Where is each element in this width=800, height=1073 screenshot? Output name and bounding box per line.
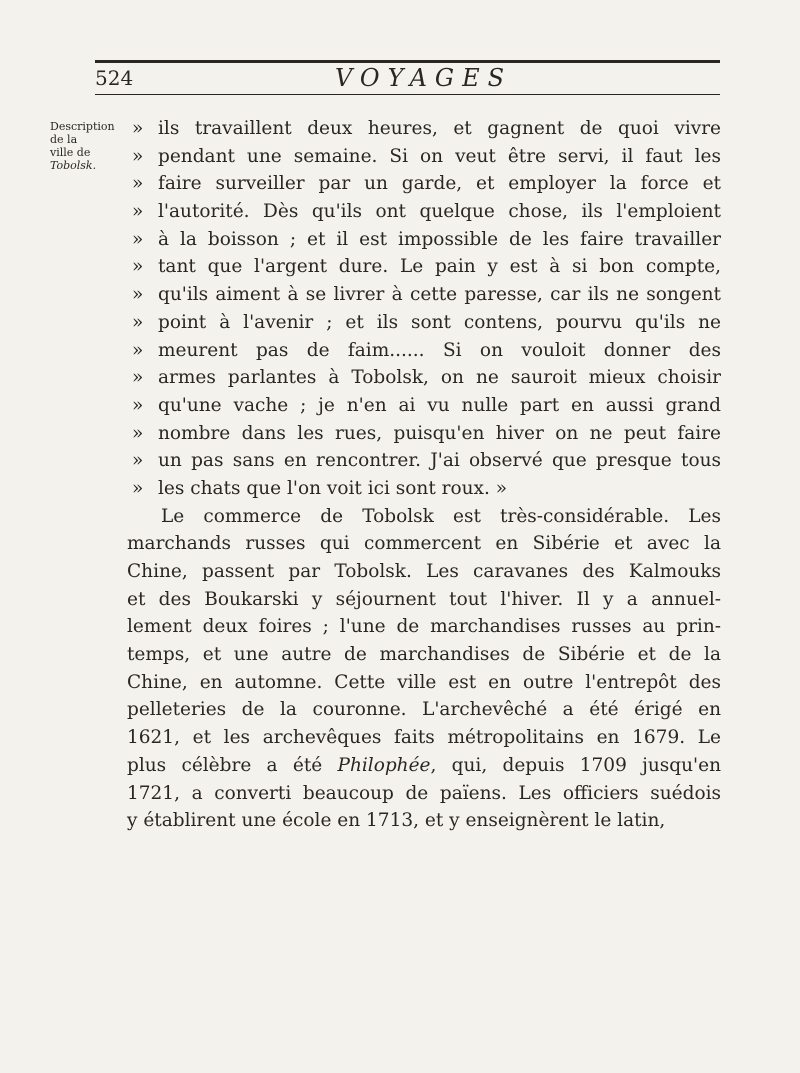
page-header bbox=[95, 60, 720, 98]
quoted-line: » les chats que l'on voit ici sont roux. » bbox=[127, 475, 721, 503]
paragraph-line: lement deux foires ; l'une de marchandises russes au prin- bbox=[127, 616, 721, 638]
paragraph-line: 1721, a converti beaucoup de païens. Les officiers suédois bbox=[127, 782, 721, 804]
paragraph-line: pelleteries de la couronne. L'archevêché a été érigé en bbox=[127, 699, 721, 721]
italic-name: Philophée bbox=[337, 754, 431, 776]
body-text bbox=[127, 115, 721, 835]
quoted-line: » l'autorité. Dès qu'ils ont quelque chose, ils l'emploient bbox=[127, 198, 721, 226]
paragraph-line: marchands russes qui commercent en Sibérie et avec la bbox=[127, 533, 721, 555]
quoted-line: » pendant une semaine. Si on veut être servi, il faut les bbox=[127, 143, 721, 171]
quoted-line: » ils travaillent deux heures, et gagnent de quoi vivre bbox=[127, 115, 721, 143]
quoted-line: » point à l'avenir ; et ils sont contens, pourvu qu'ils ne bbox=[127, 309, 721, 337]
margin-note-line-1: Description de la bbox=[50, 120, 115, 146]
paragraph-line: Chine, passent par Tobolsk. Les caravanes des Kalmouks bbox=[127, 561, 721, 582]
paragraph-line: temps, et une autre de marchandises de Sibérie et de la bbox=[127, 644, 721, 666]
paragraph-line: Chine, en automne. Cette ville est en outre l'entrepôt des bbox=[127, 671, 721, 693]
paragraph-line: plus célèbre a été Philophée, qui, depuis 1709 jusqu'en bbox=[127, 754, 721, 776]
paragraph-line: 1621, et les archevêques faits métropolitains en 1679. Le bbox=[127, 727, 721, 749]
header-rule-top bbox=[95, 60, 720, 63]
quoted-line: » qu'une vache ; je n'en ai vu nulle part en aussi grand bbox=[127, 392, 721, 420]
quoted-line: » armes parlantes à Tobolsk, on ne sauroit mieux choisir bbox=[127, 364, 721, 392]
margin-note bbox=[50, 120, 122, 172]
quoted-line: » meurent pas de faim...... Si on vouloit donner des bbox=[127, 337, 721, 365]
margin-note-line-2: ville de Tobolsk. bbox=[50, 146, 97, 172]
header-rule-bottom bbox=[95, 94, 720, 95]
quoted-line: » tant que l'argent dure. Le pain y est à si bon compte, bbox=[127, 253, 721, 281]
running-title: VOYAGES bbox=[335, 64, 513, 92]
paragraph-line: Le commerce de Tobolsk est très-considérable. Les bbox=[161, 505, 721, 527]
quoted-line: » nombre dans les rues, puisqu'en hiver on ne peut faire bbox=[127, 420, 721, 448]
quoted-line: » faire surveiller par un garde, et employer la force et bbox=[127, 170, 721, 198]
quoted-line: » à la boisson ; et il est impossible de les faire travailler bbox=[127, 226, 721, 254]
quoted-line: » qu'ils aiment à se livrer à cette paresse, car ils ne songent bbox=[127, 281, 721, 309]
paragraph-line: et des Boukarski y séjournent tout l'hiver. Il y a annuel- bbox=[127, 588, 721, 610]
quoted-line: » un pas sans en rencontrer. J'ai observé que presque tous bbox=[127, 447, 721, 475]
paragraph-line: y établirent une école en 1713, et y enseignèrent le latin, bbox=[127, 810, 666, 832]
margin-note-name: Tobolsk. bbox=[50, 159, 97, 172]
page-number: 524 bbox=[95, 66, 134, 90]
